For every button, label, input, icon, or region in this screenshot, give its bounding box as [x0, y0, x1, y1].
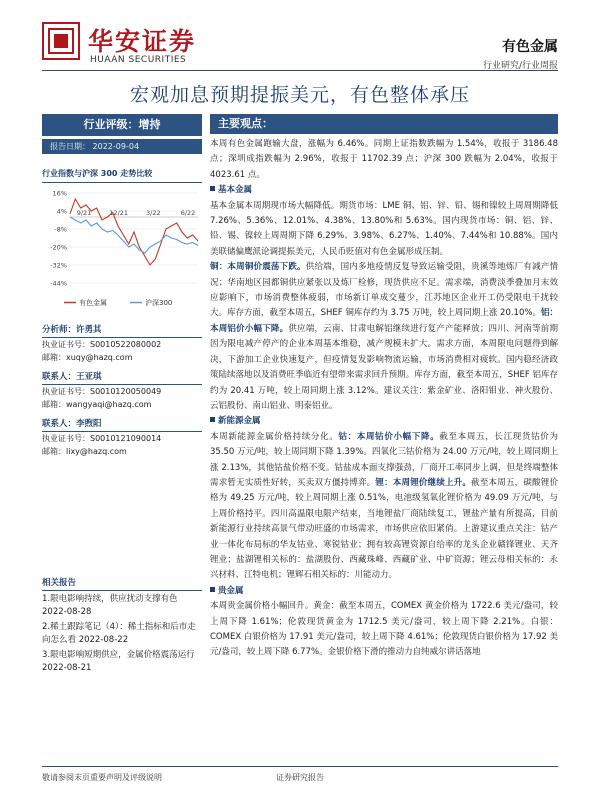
section-base-metals	[210, 183, 558, 198]
precious-metals-paragraph: 本周贵金属价格小幅回升。黄金：截至本周五，COMEX 黄金价格为 1722.6 美元/盎司，较上周下降 1.61%；伦敦现货黄金为 1712.5 美元/盎司，较上周下降 2.21%。白银：COMEX 白银价格为 17.91 美元/盎司，较上周下降 4.61%；伦敦现货白银价格为 17.92 美元/盎司，较上周下降 6.77%。金银价格下滑的推动力自纯威尔讲话落地	[210, 601, 558, 658]
disclaimer-note[interactable]: 敬请参阅末页重要声明及评级说明	[42, 773, 162, 782]
report-date: 报告日期： 2022-09-04	[42, 139, 202, 154]
footer-label: 证券研究报告	[276, 773, 324, 782]
section-label: 基本金属	[218, 185, 253, 196]
analyst-email-1[interactable]: 邮箱：xuqy@hazq.com	[42, 353, 133, 362]
x-tick-label: 9/21	[76, 209, 92, 217]
bullet-square-icon	[210, 587, 215, 592]
analyst-cert-1: 执业证书号：S0010522080002	[42, 340, 162, 349]
chart-svg	[42, 187, 202, 317]
analyst-cert-2: 执业证书号：S0010120050049	[42, 387, 162, 396]
y-tick-label: 4%	[56, 207, 67, 216]
footer-divider	[42, 766, 558, 767]
viewpoint-title: 主要观点：	[210, 114, 558, 134]
related-item[interactable]: 1.限电影响持续，供应扰动支撑有色 2022-08-28	[42, 594, 178, 617]
index-chart	[42, 187, 202, 317]
analyst-email-2[interactable]: 邮箱：wangyaqi@hazq.com	[42, 400, 152, 409]
analyst-email-3[interactable]: 邮箱：lixy@hazq.com	[42, 447, 127, 456]
aluminum-text: 供应端，云南、甘肃电解铝继续进行复产产能释放；四川、河南等前期因为限电减产停产的企业本周基本维稳，减产规模未扩大。需求方面，本周限电问题得到解决，下游加工企业快速复产，但疫情复发影响物流运输，市场消费相对疲软。国内稳经济政策陆续落地以及消费旺季临近有望带来需求回升预期。库存方面，截至本周五，SHEF 铝库存约为 20.41 万吨，较上周同期上涨 3.12%。建议关注：紫金矿业、洛阳钼业、神火股份、云铝股份、南山铝业、明泰铝业。	[210, 323, 558, 411]
summary-paragraph: 本周有色金属跑输大盘，涨幅为 6.46%。同期上证指数跌幅为 1.54%，收报于 3186.48 点；深圳成指跌幅为 2.96%，收报于 11702.39 点；沪深 300 跌幅为 2.04%，收报于 4023.61 点。	[210, 139, 558, 180]
cobalt-highlight: 钴：本周钴价小幅下降。	[338, 431, 440, 442]
chart-title: 行业指数与沪深 300 走势比较	[42, 168, 202, 183]
legend-label: 沪深300	[145, 299, 173, 307]
new-energy-intro: 本周新能源金属价格持续分化。	[210, 431, 339, 442]
analyst-head-1: 分析师：许勇其	[42, 323, 202, 338]
copper-text: 供给端，国内多地疫情反复导致运输受阻，贵溪等地炼厂有减产情况；华南地区园都铜供应紧张以及炼厂检修，现货供应不足。需求端，消费淡季叠加月末效应影响下，市场消费整体疲弱，市场新订单成交蔓少，江苏地区企业开工仍受限电干扰较大。库存方面，截至本周五，SHEF 铜库存约为 3.75 万吨，较上周同期上涨 20.10%。	[210, 262, 558, 319]
company-name-en: HUAAN SECURITIES	[90, 55, 187, 65]
logo-seal-icon	[42, 22, 80, 60]
cobalt-text: 截至本周五，长江现货钴价为 35.50 万元/吨，较上周同期下降 1.39%。四氧化三钴价格为 24.00 万元/吨，较上周同期上涨 2.13%，其他钴盐价格不变。钴盐成本面支撑强劲，厂商开工率同步上调，但是终端整体需求暂无实质性好转，买卖双方僵持博弈。	[210, 431, 558, 488]
analyst-head-2: 联系人：王亚琪	[42, 370, 202, 385]
legend-label: 有色金属	[79, 299, 107, 307]
section-new-energy	[210, 414, 558, 429]
section-label: 新能源金属	[218, 416, 261, 427]
lithium-text: 截至本周五，碳酸锂价格为 49.25 万元/吨，较上周同期上涨 0.51%，电池级氢氧化锂价格为 49.09 万元/吨，与上周价格持平。四川高温限电限产结束，当地锂盐厂商陆续复工，锂盐产量有所提高，目前新能源行业持续高景气带动旺盛的市场需求，市场供应依旧紧俏。上游建议重点关注：钴产业一体化布局标的华友钴业、寒锐钴业；拥有较高锂资源自给率的龙头企业赣锋锂业、天齐锂业；盐湖锂相关标的：盐湖股份、西藏珠峰、西藏矿业、中矿资源；锂云母相关标的：永兴材料、江特电机；锂辉石相关标的：川能动力。	[210, 477, 558, 581]
report-category: 行业研究/行业周报	[482, 61, 558, 71]
section-label: 贵金属	[218, 585, 244, 596]
header-divider	[42, 70, 558, 71]
copper-aluminum-paragraph	[210, 260, 558, 414]
copper-highlight: 铜：本周铜价震荡下跌。	[210, 262, 306, 273]
company-name-cn: 华安证券	[88, 27, 197, 56]
base-metals-paragraph: 基本金属本周期现市场大幅降低。期货市场：LME 铜、铝、锌、铅、锡和镍较上周周期降低 7.26%、5.36%、12.01%、4.38%、13.80%和 5.63%。国内现货市场：铜、铝、锌、铅、锡、镍较上周周期下降 6.29%、3.98%、6.27%、1.40%、7.44%和 10.88%。国内美联储偏鹰派论调提振美元，人民币贬值对有色金属形成压制。	[210, 200, 558, 257]
related-item[interactable]: 2.稀土跟踪笔记（4）：稀土指标和后市走向怎么看 2022-08-22	[42, 622, 196, 645]
new-energy-paragraph	[210, 430, 558, 584]
aluminum-highlight: 铝：本周铝价小幅下降。	[210, 308, 558, 334]
y-tick-label: -20%	[50, 243, 67, 252]
main-content	[210, 114, 558, 661]
series-line	[70, 217, 198, 253]
analyst-cert-3: 执业证书号：S0010121090014	[42, 434, 162, 443]
company-logo	[42, 20, 442, 68]
rating-box: 行业评级：增持	[42, 114, 202, 136]
y-tick-label: -32%	[50, 261, 67, 270]
y-tick-label: 16%	[52, 189, 67, 198]
y-tick-label: -8%	[54, 225, 67, 234]
x-tick-label: 12/21	[109, 209, 129, 217]
sidebar	[42, 114, 202, 458]
x-tick-label: 3/22	[146, 209, 161, 217]
bullet-square-icon	[210, 186, 215, 191]
related-head: 相关报告	[42, 576, 202, 591]
bullet-square-icon	[210, 417, 215, 422]
section-precious-metals	[210, 584, 558, 599]
related-reports	[42, 570, 202, 675]
industry-label: 有色金属	[502, 39, 558, 55]
y-tick-label: -44%	[50, 279, 67, 288]
related-item[interactable]: 3.限电影响短期供应，金属价格震荡运行 2022-08-21	[42, 650, 195, 673]
series-line	[70, 199, 198, 265]
x-tick-label: 6/22	[180, 209, 196, 217]
lithium-highlight: 锂：本周锂价继续上升。	[375, 477, 472, 488]
analyst-head-3: 联系人：李煦阳	[42, 417, 202, 432]
report-headline: 宏观加息预期提振美元，有色整体承压	[129, 84, 470, 106]
